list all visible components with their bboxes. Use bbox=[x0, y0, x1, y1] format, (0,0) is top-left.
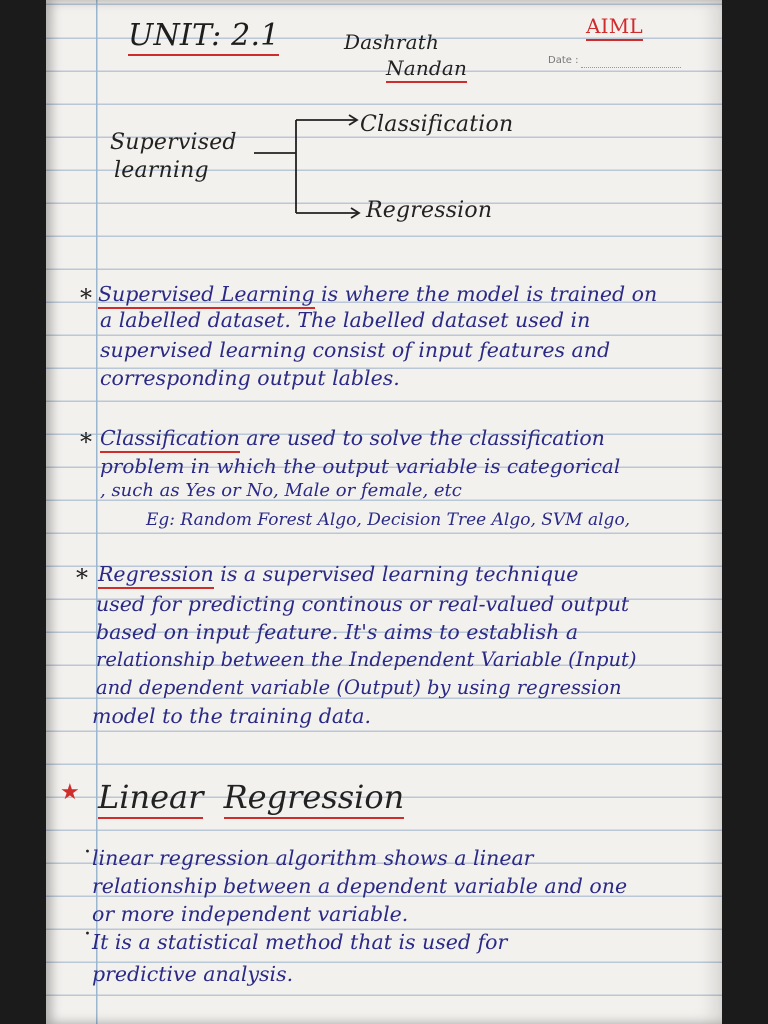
bullet1-line-2: relationship between a dependent variable and one bbox=[92, 874, 628, 898]
para1-line-4: corresponding output lables. bbox=[100, 366, 400, 390]
asterisk-bullet: * bbox=[80, 284, 92, 312]
para1-line-2: a labelled dataset. The labelled dataset used in bbox=[100, 308, 591, 332]
dot-bullet: · bbox=[84, 840, 91, 865]
bullet1-line-3: or more independent variable. bbox=[92, 902, 409, 926]
para1-line-1: Supervised Learning is where the model is trained on bbox=[98, 282, 657, 306]
section-title: Linear Regression bbox=[98, 778, 404, 816]
unit-title-text: UNIT: 2.1 bbox=[128, 18, 279, 56]
diagram-branch-regression: Regression bbox=[366, 198, 493, 223]
para2-term: Classification bbox=[100, 426, 240, 453]
star-marker-icon: ★ bbox=[60, 780, 80, 805]
para3-line-1: Regression is a supervised learning technique bbox=[98, 562, 578, 586]
asterisk-bullet: * bbox=[76, 564, 88, 592]
para3-line-6: model to the training data. bbox=[92, 704, 372, 728]
asterisk-bullet: * bbox=[80, 428, 92, 456]
para3-line-2: used for predicting continous or real-valued output bbox=[96, 592, 630, 616]
para1-line-3: supervised learning consist of input features and bbox=[100, 338, 611, 362]
bullet1-line-1: linear regression algorithm shows a linear bbox=[92, 846, 534, 870]
para2-line-2: problem in which the output variable is categorical bbox=[100, 454, 621, 478]
author-last-name: Nandan bbox=[386, 56, 467, 80]
bullet2-line-1: It is a statistical method that is used for bbox=[92, 930, 508, 954]
para3-term: Regression bbox=[98, 562, 214, 589]
para3-line-4: relationship between the Independent Variable (Input) bbox=[96, 648, 637, 671]
author-first-name: Dashrath bbox=[344, 30, 440, 54]
date-line bbox=[581, 67, 681, 68]
subject-label: AIML bbox=[586, 14, 643, 38]
para3-line-3: based on input feature. It's aims to establish a bbox=[96, 620, 579, 644]
para2-line-3: , such as Yes or No, Male or female, etc bbox=[100, 480, 462, 501]
unit-title bbox=[128, 18, 279, 53]
bullet2-line-2: predictive analysis. bbox=[92, 962, 294, 986]
notebook-page bbox=[46, 0, 722, 1024]
diagram-branch-classification: Classification bbox=[360, 112, 514, 137]
para1-term: Supervised Learning bbox=[98, 282, 315, 309]
para2-example: Eg: Random Forest Algo, Decision Tree Algo, SVM algo, bbox=[146, 510, 631, 530]
dot-bullet: · bbox=[84, 922, 91, 947]
para3-line-5: and dependent variable (Output) by using regression bbox=[96, 676, 622, 699]
date-label: Date : bbox=[548, 55, 579, 66]
diagram-root-label-line2: learning bbox=[114, 158, 209, 183]
para2-line-1: Classification are used to solve the classification bbox=[100, 426, 605, 450]
diagram-root-label: Supervised bbox=[110, 130, 237, 155]
